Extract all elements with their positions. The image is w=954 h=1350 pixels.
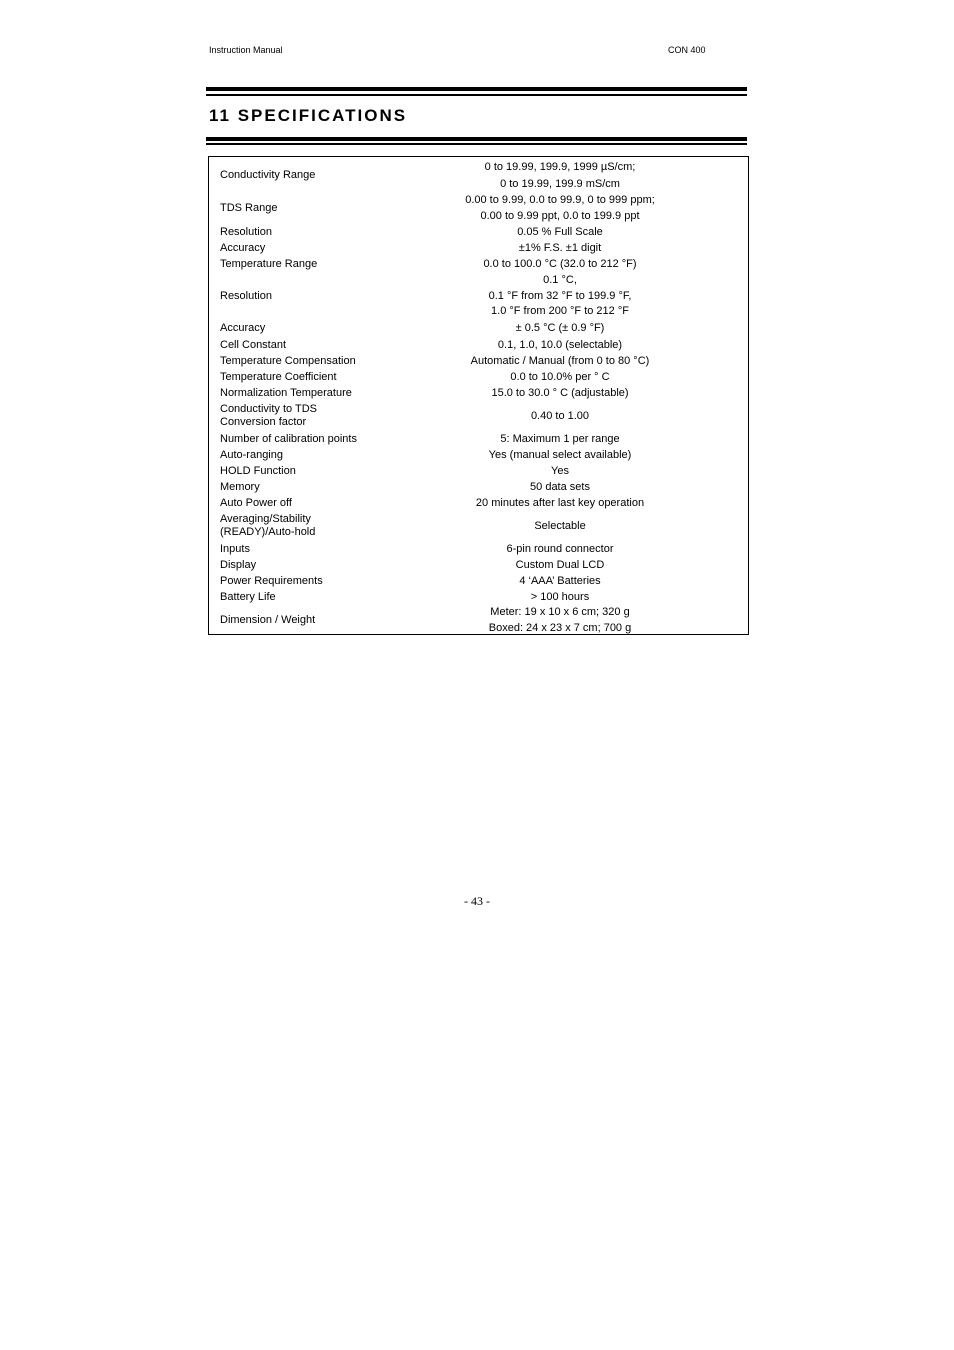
spec-label	[220, 290, 272, 303]
spec-label	[220, 543, 250, 556]
spec-label-line: Auto Power off	[220, 496, 292, 509]
spec-value-line: 0.0 to 10.0% per ° C	[510, 371, 610, 383]
spec-label	[220, 591, 276, 604]
spec-value-line: 5: Maximum 1 per range	[500, 433, 620, 445]
spec-label-line: Battery Life	[220, 590, 276, 603]
spec-label	[220, 559, 256, 572]
spec-row	[209, 369, 748, 385]
spec-row	[209, 479, 748, 495]
bottom-rule-thick	[206, 137, 747, 141]
spec-row	[209, 541, 748, 557]
spec-value-line: 0.0 to 100.0 °C (32.0 to 212 °F)	[483, 258, 637, 270]
spec-label	[220, 202, 277, 215]
header-left: Instruction Manual	[209, 45, 283, 55]
spec-value-line: ±1% F.S. ±1 digit	[518, 242, 602, 254]
spec-value	[443, 273, 677, 320]
spec-row	[209, 192, 748, 224]
spec-row	[209, 256, 748, 273]
bottom-rule-thin	[206, 143, 747, 145]
spec-value	[443, 573, 677, 589]
spec-value-line: Meter: 19 x 10 x 6 cm; 320 g	[490, 606, 630, 618]
spec-value-line: ± 0.5 °C (± 0.9 °F)	[515, 322, 605, 334]
spec-value-line: 0.00 to 9.99, 0.0 to 99.9, 0 to 999 ppm;	[465, 194, 655, 206]
spec-value-line: Yes (manual select available)	[488, 449, 632, 461]
spec-row	[209, 240, 748, 256]
spec-value-line: Automatic / Manual (from 0 to 80 °C)	[470, 355, 650, 367]
spec-value	[443, 541, 677, 557]
page-number: - 43 -	[464, 894, 490, 908]
spec-value	[443, 479, 677, 495]
spec-value	[443, 401, 677, 431]
spec-value	[443, 369, 677, 385]
spec-value-line: 15.0 to 30.0 ° C (adjustable)	[491, 387, 629, 399]
spec-label-line: Conductivity to TDS	[220, 403, 318, 415]
spec-label-line: Inputs	[220, 542, 250, 555]
spec-value	[443, 353, 677, 369]
spec-label	[220, 449, 283, 462]
spec-value	[443, 463, 677, 479]
spec-value-line: 20 minutes after last key operation	[475, 497, 645, 509]
spec-row	[209, 431, 748, 447]
spec-value-line: 0.05 % Full Scale	[517, 226, 603, 238]
spec-row	[209, 447, 748, 463]
spec-label-line: Normalization Temperature	[220, 386, 352, 399]
spec-value-line: Selectable	[534, 520, 586, 532]
spec-value	[443, 159, 677, 192]
spec-label	[220, 371, 337, 384]
section-title: 11 SPECIFICATIONS	[209, 106, 408, 125]
spec-value	[443, 320, 677, 337]
spec-value-line: Boxed: 24 x 23 x 7 cm; 700 g	[488, 622, 632, 634]
spec-value-line: Custom Dual LCD	[515, 559, 605, 571]
spec-label-line: Temperature Range	[220, 258, 318, 270]
spec-row	[209, 401, 748, 431]
spec-label	[220, 387, 352, 400]
header-right: CON 400	[668, 45, 706, 55]
spec-value	[443, 224, 677, 240]
spec-row	[209, 557, 748, 573]
spec-label-line: Display	[220, 558, 257, 571]
spec-label-line: Accuracy	[220, 322, 266, 334]
spec-value	[443, 385, 677, 401]
spec-label	[220, 242, 265, 255]
spec-row	[209, 320, 748, 337]
spec-label	[220, 575, 323, 588]
spec-row	[209, 353, 748, 369]
spec-value	[443, 589, 677, 605]
spec-value-line: 0.00 to 9.99 ppt, 0.0 to 199.9 ppt	[480, 210, 640, 222]
spec-row	[209, 495, 748, 511]
spec-label	[220, 614, 315, 627]
spec-row	[209, 573, 748, 589]
spec-value-line: 1.0 °F from 200 °F to 212 °F	[491, 305, 629, 318]
spec-label-line: HOLD Function	[220, 464, 296, 477]
top-rule-thin	[206, 94, 747, 96]
spec-value	[443, 431, 677, 447]
spec-label	[220, 465, 296, 478]
spec-row	[209, 224, 748, 240]
spec-value-line: 0.1, 1.0, 10.0 (selectable)	[497, 339, 623, 351]
top-rule-thick	[206, 87, 747, 91]
spec-value-line: 0.1 °F from 32 °F to 199.9 °F,	[488, 289, 632, 302]
spec-label-line: (READY)/Auto-hold	[220, 526, 316, 538]
spec-value-line: Yes	[551, 465, 569, 477]
spec-value-line: 50 data sets	[530, 481, 590, 493]
spec-row	[209, 385, 748, 401]
spec-value	[443, 240, 677, 256]
spec-value-line: 0.1 °C,	[543, 274, 577, 287]
spec-value	[443, 192, 677, 224]
spec-label-line: Resolution	[220, 290, 272, 302]
spec-label-line: Temperature Compensation	[220, 354, 356, 367]
spec-value	[443, 604, 677, 636]
spec-value-line: > 100 hours	[530, 591, 590, 603]
spec-value	[443, 337, 677, 353]
spec-label-line: Cell Constant	[220, 338, 287, 351]
spec-label	[220, 355, 356, 368]
spec-label	[220, 513, 315, 539]
spec-row	[209, 589, 748, 605]
spec-label	[220, 258, 317, 271]
spec-label-line: Temperature Coefficient	[220, 370, 337, 383]
spec-row	[209, 337, 748, 353]
spec-value-line: 0 to 19.99, 199.9, 1999 µS/cm;	[484, 161, 636, 173]
spec-value	[443, 557, 677, 573]
spec-row	[209, 273, 748, 320]
spec-value	[443, 447, 677, 463]
spec-label-line: Conductivity Range	[220, 169, 316, 181]
spec-label	[220, 497, 292, 510]
spec-row	[209, 463, 748, 479]
spec-label-line: Averaging/Stability	[220, 513, 311, 525]
spec-value-line: 4 ‘AAA’ Batteries	[519, 575, 601, 587]
spec-label-line: Accuracy	[220, 241, 266, 254]
spec-value	[443, 256, 677, 273]
spec-label	[220, 322, 265, 335]
spec-label-line: TDS Range	[220, 201, 278, 214]
spec-label-line: Conversion factor	[220, 416, 307, 428]
spec-label-line: Dimension / Weight	[220, 613, 316, 626]
spec-value-line: 0 to 19.99, 199.9 mS/cm	[500, 177, 620, 190]
spec-value	[443, 495, 677, 511]
spec-label-line: Memory	[220, 480, 260, 493]
spec-label-line: Power Requirements	[220, 574, 323, 587]
spec-label-line: Resolution	[220, 225, 272, 238]
spec-row	[209, 605, 748, 635]
spec-value	[443, 511, 677, 541]
spec-value-line: 6-pin round connector	[506, 543, 614, 555]
spec-label	[220, 481, 260, 494]
spec-label-line: Auto-ranging	[220, 448, 283, 461]
specifications-table	[208, 156, 749, 635]
spec-row	[209, 511, 748, 541]
spec-row	[209, 159, 748, 192]
spec-label	[220, 169, 315, 182]
spec-label-line: Number of calibration points	[220, 432, 357, 445]
spec-label	[220, 433, 357, 446]
spec-label	[220, 403, 317, 429]
spec-label	[220, 226, 272, 239]
spec-label	[220, 339, 286, 352]
spec-value-line: 0.40 to 1.00	[530, 410, 590, 422]
